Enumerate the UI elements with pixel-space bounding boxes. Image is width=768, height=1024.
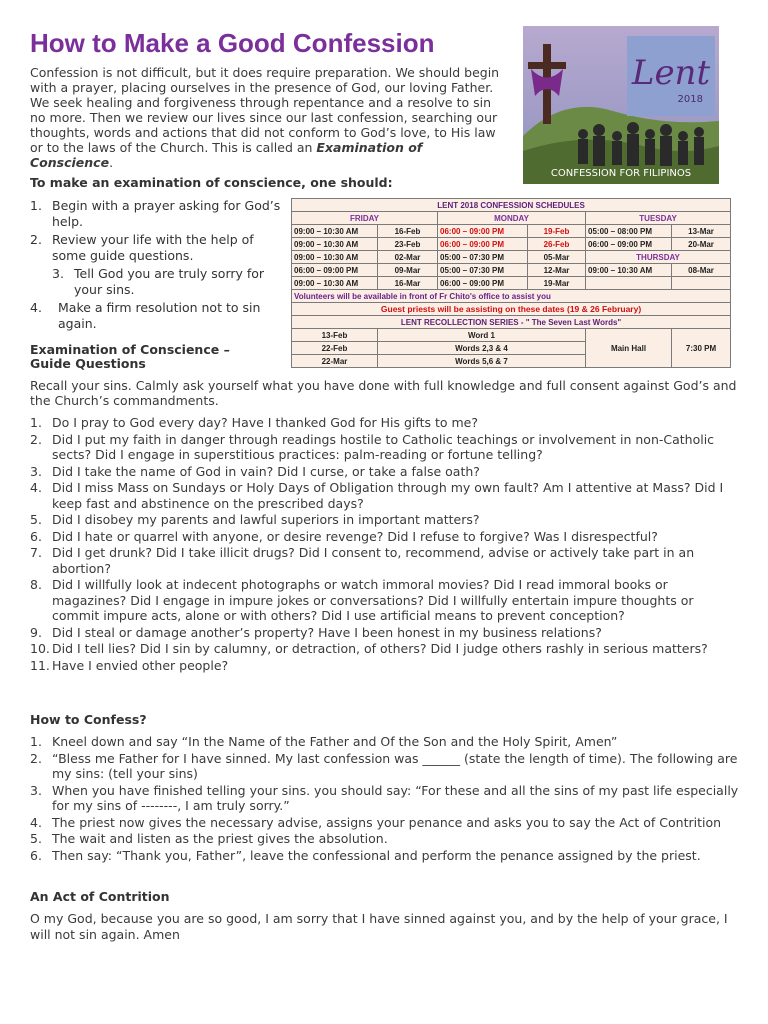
recollection-title: LENT RECOLLECTION SERIES - " The Seven Last Words"	[292, 316, 731, 329]
table-row: 09:00 – 10:30 AM 02-Mar 05:00 – 07:30 PM 05-Mar THURSDAY	[292, 251, 731, 264]
confession-schedule-table	[291, 198, 731, 368]
list-item: 5. Did I disobey my parents and lawful superiors in important matters?	[30, 512, 480, 527]
table-row: 22-Feb Words 2,3 & 4	[292, 342, 731, 355]
day-header: FRIDAY	[292, 212, 438, 225]
list-item: 10. Did I tell lies? Did I sin by calumny, or detraction, of others? Did I judge others rashly in serious matters?	[30, 641, 708, 656]
table-row: 09:00 – 10:30 AM 16-Feb 06:00 – 09:00 PM 19-Feb 05:00 – 08:00 PM 13-Mar	[292, 225, 731, 238]
intro-end: .	[109, 155, 114, 170]
venue-cell: Main Hall	[586, 329, 672, 368]
lent-year: 2018	[677, 94, 703, 105]
lent-word: Lent	[631, 53, 711, 93]
examination-steps-list	[30, 198, 282, 334]
lent-banner-image	[523, 26, 719, 184]
list-item: 3. Did I take the name of God in vain? Did I curse, or take a false oath?	[30, 463, 480, 479]
schedule-title: LENT 2018 CONFESSION SCHEDULES	[292, 199, 731, 212]
exam-heading: Examination of Conscience – Guide Questions	[30, 342, 230, 371]
how-to-confess-heading: How to Confess?	[30, 712, 147, 727]
act-of-contrition-heading: An Act of Contrition	[30, 889, 170, 904]
list-item: 2. Review your life with the help of some guide questions.	[30, 232, 254, 263]
list-item: 8. Did I willfully look at indecent photographs or watch immoral movies? Did I read immoral books or magazines? Did I engage in impure jokes or conversations? Did I willfully entertain impure thoughts or commit impure acts, alone or with others? Did I use artificial means to prevent conception?	[30, 577, 694, 623]
list-item: 4. Did I miss Mass on Sundays or Holy Days of Obligation through my own fault? Am I attentive at Mass? Did I keep fast and abstinence on the prescribed days?	[30, 480, 724, 511]
list-item: 6. Did I hate or quarrel with anyone, or desire revenge? Did I refuse to forgive? Was I disrespectful?	[30, 528, 658, 544]
volunteers-note: Volunteers will be available in front of Fr Chito's office to assist you	[292, 290, 731, 303]
intro-paragraph	[30, 65, 508, 170]
list-item: 3. Tell God you are truly sorry for your sins.	[52, 266, 265, 297]
act-of-contrition-text: O my God, because you are so good, I am sorry that I have sinned against you, and by the help of your grace, I will not sin again. Amen	[30, 911, 728, 942]
list-item: 9. Did I steal or damage another’s property? Have I been honest in my business relations?	[30, 624, 602, 640]
list-item: 4. Make a firm resolution not to sin again.	[30, 300, 261, 331]
list-item: 4. The priest now gives the necessary advise, assigns your penance and asks you to say the Act of Contrition	[30, 814, 722, 830]
list-item: 2. “Bless me Father for I have sinned. My last confession was ______ (state the length of time). The following are my sins: (tell your sins)	[30, 750, 738, 781]
list-item: 7. Did I get drunk? Did I take illicit drugs? Did I consent to, recommend, advise or actively take part in an abortion?	[30, 545, 695, 576]
image-caption: CONFESSION FOR FILIPINOS	[550, 168, 692, 179]
list-item: 6. Then say: “Thank you, Father”, leave the confessional and perform the penance assigned by the priest.	[30, 847, 701, 863]
day-header: MONDAY	[438, 212, 586, 225]
how-to-confess-list	[30, 734, 742, 864]
table-row: 13-Feb Word 1 Main Hall 7:30 PM	[292, 329, 731, 342]
day-header: TUESDAY	[586, 212, 731, 225]
list-item: 1. Kneel down and say “In the Name of the Father and Of the Son and the Holy Spirit, Amen”	[30, 734, 618, 749]
recall-paragraph: Recall your sins. Calmly ask yourself what you have done with full knowledge and full consent against God’s and the Church’s commandments.	[30, 378, 737, 408]
page-title: How to Make a Good Confession	[30, 28, 435, 58]
guest-priests-note: Guest priests will be assisting on these dates (19 & 26 February)	[292, 303, 731, 316]
list-item: 2. Did I put my faith in danger through readings hostile to Catholic teachings or involvement in non-Catholic sects? Did I engage in superstitious practices: palm-reading or fortune telling?	[30, 431, 715, 462]
list-item: 1. Begin with a prayer asking for God’s help.	[30, 198, 281, 229]
table-row: 09:00 – 10:30 AM 23-Feb 06:00 – 09:00 PM 26-Feb 06:00 – 09:00 PM 20-Mar	[292, 238, 731, 251]
guide-questions-list	[30, 415, 742, 674]
intro-emphasis: Examination of Conscience	[30, 140, 423, 170]
table-row: 09:00 – 10:30 AM 16-Mar 06:00 – 09:00 PM 19-Mar	[292, 277, 731, 290]
list-item: 3. When you have finished telling your sins. you should say: “For these and all the sins of my past life especially for my sins of --------, I am truly sorry.”	[30, 782, 739, 813]
time-cell: 7:30 PM	[672, 329, 731, 368]
table-row: 22-Mar Words 5,6 & 7	[292, 355, 731, 368]
list-item: 11. Have I envied other people?	[30, 657, 229, 673]
list-item: 1. Do I pray to God every day? Have I thanked God for His gifts to me?	[30, 415, 479, 430]
steps-heading: To make an examination of conscience, one should:	[30, 175, 393, 190]
table-row: 06:00 – 09:00 PM 09-Mar 05:00 – 07:30 PM 12-Mar 09:00 – 10:30 AM 08-Mar	[292, 264, 731, 277]
list-item: 5. The wait and listen as the priest gives the absolution.	[30, 831, 388, 846]
intro-text: Confession is not difficult, but it does require preparation. We should begin with a prayer, placing ourselves in the presence of God, our loving Father. We seek healing and forgiveness through repentance and a resolve to sin no more. Then we review our lives since our last confession, searching our thoughts, words and actions that did not conform to God’s love, to His law or to the laws of the Church. This is called an	[30, 65, 500, 155]
